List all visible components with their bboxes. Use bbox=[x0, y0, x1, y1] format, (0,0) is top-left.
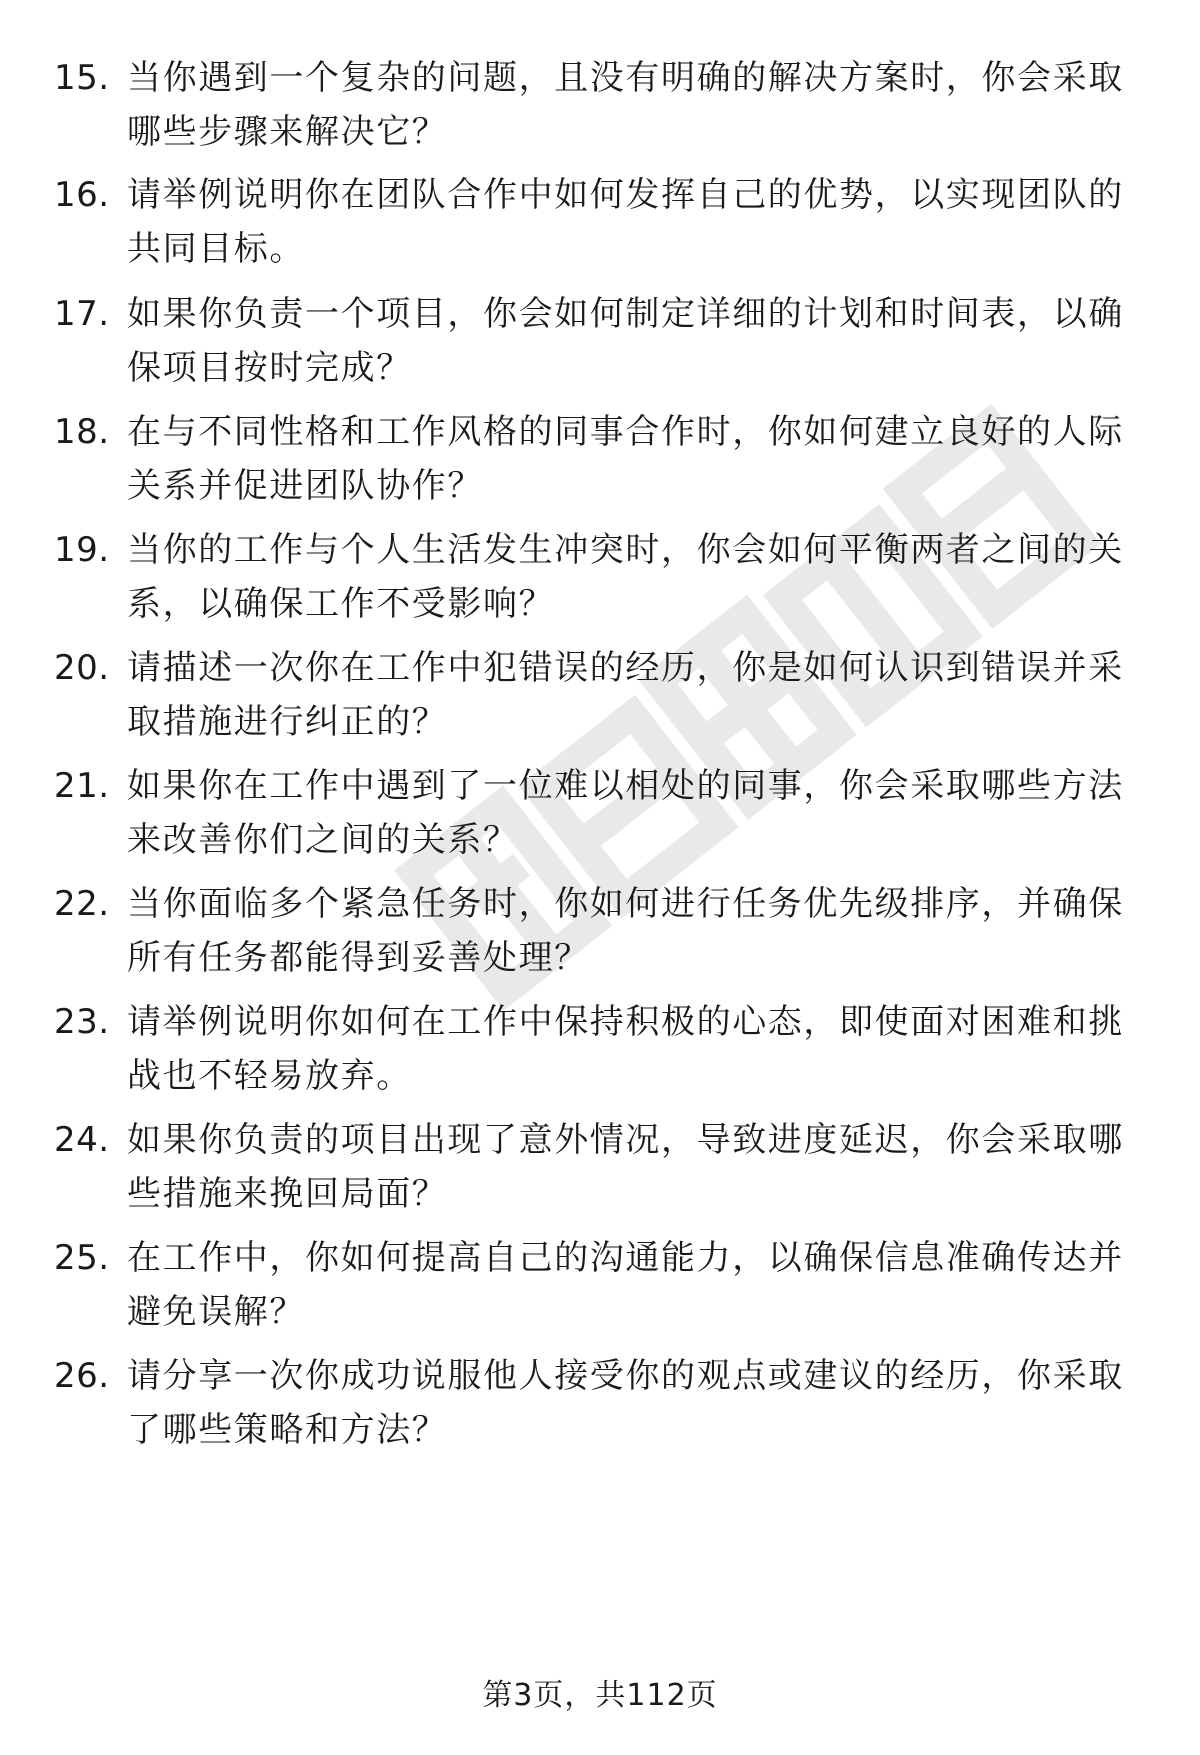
question-text: 如果你在工作中遇到了一位难以相处的同事，你会采取哪些方法来改善你们之间的关系？ bbox=[127, 766, 1124, 860]
list-item bbox=[0, 759, 1200, 869]
list-item bbox=[0, 1113, 1200, 1223]
question-text: 在与不同性格和工作风格的同事合作时，你如何建立良好的人际关系并促进团队协作？ bbox=[127, 412, 1124, 506]
question-text: 如果你负责的项目出现了意外情况，导致进度延迟，你会采取哪些措施来挽回局面？ bbox=[127, 1120, 1124, 1214]
list-item bbox=[0, 995, 1200, 1105]
question-number: 16. bbox=[54, 175, 110, 215]
list-item bbox=[0, 1231, 1200, 1341]
list-item bbox=[0, 523, 1200, 633]
question-text: 请举例说明你如何在工作中保持积极的心态，即使面对困难和挑战也不轻易放弃。 bbox=[127, 1002, 1124, 1096]
page-footer bbox=[0, 1674, 1200, 1718]
question-text: 当你面临多个紧急任务时，你如何进行任务优先级排序，并确保所有任务都能得到妥善处理？ bbox=[127, 884, 1124, 978]
list-item bbox=[0, 168, 1200, 278]
question-number: 26. bbox=[54, 1356, 110, 1396]
question-number: 23. bbox=[54, 1002, 110, 1042]
page-number-label: 第3页，共112页 bbox=[482, 1678, 718, 1713]
question-text: 请分享一次你成功说服他人接受你的观点或建议的经历，你采取了哪些策略和方法？ bbox=[127, 1356, 1124, 1450]
question-number: 15. bbox=[54, 58, 110, 98]
question-number: 19. bbox=[54, 530, 110, 570]
question-number: 24. bbox=[54, 1120, 110, 1160]
list-item bbox=[0, 287, 1200, 397]
question-number: 21. bbox=[54, 766, 110, 806]
list-item bbox=[0, 877, 1200, 987]
question-text: 如果你负责一个项目，你会如何制定详细的计划和时间表，以确保项目按时完成？ bbox=[127, 294, 1124, 388]
list-item bbox=[0, 1349, 1200, 1459]
question-text: 请举例说明你在团队合作中如何发挥自己的优势，以实现团队的共同目标。 bbox=[127, 175, 1124, 269]
question-text: 当你的工作与个人生活发生冲突时，你会如何平衡两者之间的关系，以确保工作不受影响？ bbox=[127, 530, 1124, 624]
list-item bbox=[0, 405, 1200, 515]
question-number: 20. bbox=[54, 648, 110, 688]
question-number: 22. bbox=[54, 884, 110, 924]
question-text: 当你遇到一个复杂的问题，且没有明确的解决方案时，你会采取哪些步骤来解决它？ bbox=[127, 58, 1124, 152]
question-number: 18. bbox=[54, 412, 110, 452]
list-item bbox=[0, 641, 1200, 751]
question-text: 请描述一次你在工作中犯错误的经历，你是如何认识到错误并采取措施进行纠正的？ bbox=[127, 648, 1124, 742]
question-number: 17. bbox=[54, 294, 110, 334]
question-text: 在工作中，你如何提高自己的沟通能力，以确保信息准确传达并避免误解？ bbox=[127, 1238, 1124, 1332]
list-item bbox=[0, 51, 1200, 161]
question-number: 25. bbox=[54, 1238, 110, 1278]
